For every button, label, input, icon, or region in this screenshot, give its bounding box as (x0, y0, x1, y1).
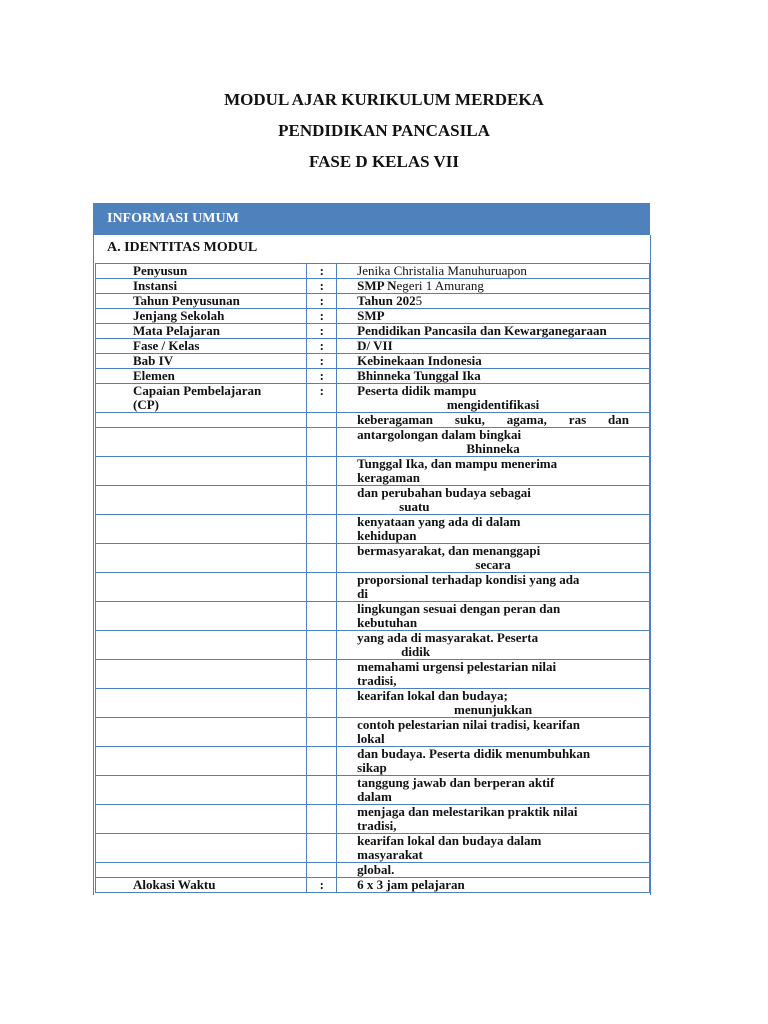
cp-line-b: didik (401, 644, 431, 659)
cp-line-b: Bhinneka (466, 441, 520, 456)
table-row (96, 747, 650, 776)
row-colon: : (307, 294, 337, 309)
cp-text-line (337, 602, 650, 631)
identity-table (95, 263, 650, 893)
cp-line-b: mengidentifikasi (446, 397, 540, 412)
cp-line-a: kearifan lokal dan budaya; (357, 688, 508, 703)
cp-label-line2: (CP) (133, 397, 159, 412)
institution-value-bold: SMP N (357, 278, 397, 293)
cp-line-b: tradisi, (357, 818, 397, 833)
cp-line-a: antargolongan dalam bingkai (357, 427, 522, 442)
row-colon: : (307, 324, 337, 339)
chapter-value: Kebinekaan Indonesia (337, 354, 650, 369)
table-row (96, 776, 650, 805)
school-level-value: SMP (337, 309, 650, 324)
table-row (96, 457, 650, 486)
section-left-border (93, 235, 94, 895)
cp-line-b: tradisi, (357, 673, 397, 688)
document-title: MODUL AJAR KURIKULUM MERDEKA (224, 90, 544, 109)
cp-line-b: kehidupan (357, 528, 417, 543)
table-row (96, 309, 650, 324)
table-row (96, 279, 650, 294)
cp-text-line (337, 718, 650, 747)
table-row (96, 544, 650, 573)
cp-text-line (337, 776, 650, 805)
row-colon: : (307, 384, 337, 413)
table-row (96, 515, 650, 544)
cp-text-line (337, 805, 650, 834)
table-row (96, 660, 650, 689)
row-label: Bab IV (96, 354, 307, 369)
table-row (96, 602, 650, 631)
row-label: Jenjang Sekolah (96, 309, 307, 324)
cp-line-a: tanggung jawab dan berperan aktif (357, 775, 555, 790)
row-colon: : (307, 369, 337, 384)
element-value: Bhinneka Tunggal Ika (337, 369, 650, 384)
row-colon: : (307, 354, 337, 369)
cp-text-line: keberagaman suku, agama, ras dan (337, 413, 650, 428)
cp-line-a: bermasyarakat, dan menanggapi (357, 543, 541, 558)
table-row (96, 369, 650, 384)
table-row (96, 294, 650, 309)
year-value (337, 294, 650, 309)
cp-label-line1: Capaian Pembelajaran (133, 383, 262, 398)
table-row (96, 413, 650, 428)
table-row (96, 805, 650, 834)
section-header-informasi-umum: INFORMASI UMUM (93, 203, 650, 235)
cp-line-a: yang ada di masyarakat. Peserta (357, 630, 539, 645)
cp-line-a: memahami urgensi pelestarian nilai (357, 659, 557, 674)
cp-text-line (337, 631, 650, 660)
subject-title: PENDIDIKAN PANCASILA (278, 121, 490, 140)
subheading-identitas-modul: A. IDENTITAS MODUL (107, 240, 258, 255)
year-value-rest: 5 (415, 293, 423, 308)
cp-line-a: Tunggal Ika, dan mampu menerima (357, 456, 558, 471)
cp-text-line (337, 544, 650, 573)
table-row (96, 631, 650, 660)
table-row (96, 384, 650, 413)
cp-line-b: kebutuhan (357, 615, 418, 630)
cp-line-b: di (357, 586, 368, 601)
row-colon: : (307, 279, 337, 294)
row-label: Tahun Penyusunan (96, 294, 307, 309)
cp-line-a: dan perubahan budaya sebagai (357, 485, 531, 500)
table-row (96, 354, 650, 369)
table-row (96, 878, 650, 893)
cp-line-a: contoh pelestarian nilai tradisi, kearifan (357, 717, 580, 732)
table-row (96, 264, 650, 279)
cp-line-b: lokal (357, 731, 385, 746)
cp-line-b: secara (475, 557, 511, 572)
cp-text-line (337, 689, 650, 718)
table-row (96, 428, 650, 457)
cp-text-line (337, 428, 650, 457)
table-row (96, 834, 650, 863)
table-row (96, 339, 650, 354)
time-allocation-value: 6 x 3 jam pelajaran (337, 878, 650, 893)
table-row (96, 573, 650, 602)
row-label: Mata Pelajaran (96, 324, 307, 339)
cp-text-line (337, 747, 650, 776)
cp-line-b: suatu (399, 499, 430, 514)
row-label: Elemen (96, 369, 307, 384)
author-value: Jenika Christalia Manuhuruapon (337, 264, 650, 279)
cp-line-b: dalam (357, 789, 392, 804)
row-colon: : (307, 264, 337, 279)
cp-line-a: kearifan lokal dan budaya dalam (357, 833, 542, 848)
cp-line-b: menunjukkan (454, 702, 533, 717)
cp-text-line (337, 457, 650, 486)
institution-value (337, 279, 650, 294)
table-row (96, 689, 650, 718)
row-label (96, 384, 307, 413)
section-right-border (650, 235, 651, 895)
table-row (96, 863, 650, 878)
row-label: Fase / Kelas (96, 339, 307, 354)
cp-line-b: masyarakat (357, 847, 423, 862)
cp-text-line (337, 573, 650, 602)
cp-text-line (337, 486, 650, 515)
cp-line-a: menjaga dan melestarikan praktik nilai (357, 804, 578, 819)
cp-text-line (337, 384, 650, 413)
cp-line-b: keragaman (357, 470, 420, 485)
cp-text-line (337, 834, 650, 863)
cp-line-b: sikap (357, 760, 387, 775)
cp-line-a: Peserta didik mampu (357, 383, 477, 398)
year-value-bold: Tahun 202 (357, 293, 416, 308)
row-colon: : (307, 339, 337, 354)
row-label: Alokasi Waktu (96, 878, 307, 893)
cp-text-line: global. (337, 863, 650, 878)
document-title-block (0, 90, 768, 183)
table-row (96, 718, 650, 747)
row-colon: : (307, 878, 337, 893)
cp-line-a: lingkungan sesuai dengan peran dan (357, 601, 561, 616)
table-row (96, 486, 650, 515)
cp-line-a: proporsional terhadap kondisi yang ada (357, 572, 580, 587)
cp-text-line (337, 515, 650, 544)
cp-line-a: kenyataan yang ada di dalam (357, 514, 521, 529)
institution-value-rest: egeri 1 Amurang (396, 278, 484, 293)
row-colon: : (307, 309, 337, 324)
cp-text-line (337, 660, 650, 689)
phase-class-title: FASE D KELAS VII (308, 152, 460, 171)
row-label: Instansi (96, 279, 307, 294)
row-label: Penyusun (96, 264, 307, 279)
phase-class-value: D/ VII (337, 339, 650, 354)
table-row (96, 324, 650, 339)
subject-value: Pendidikan Pancasila dan Kewarganegaraan (337, 324, 650, 339)
cp-line-a: dan budaya. Peserta didik menumbuhkan (357, 746, 591, 761)
